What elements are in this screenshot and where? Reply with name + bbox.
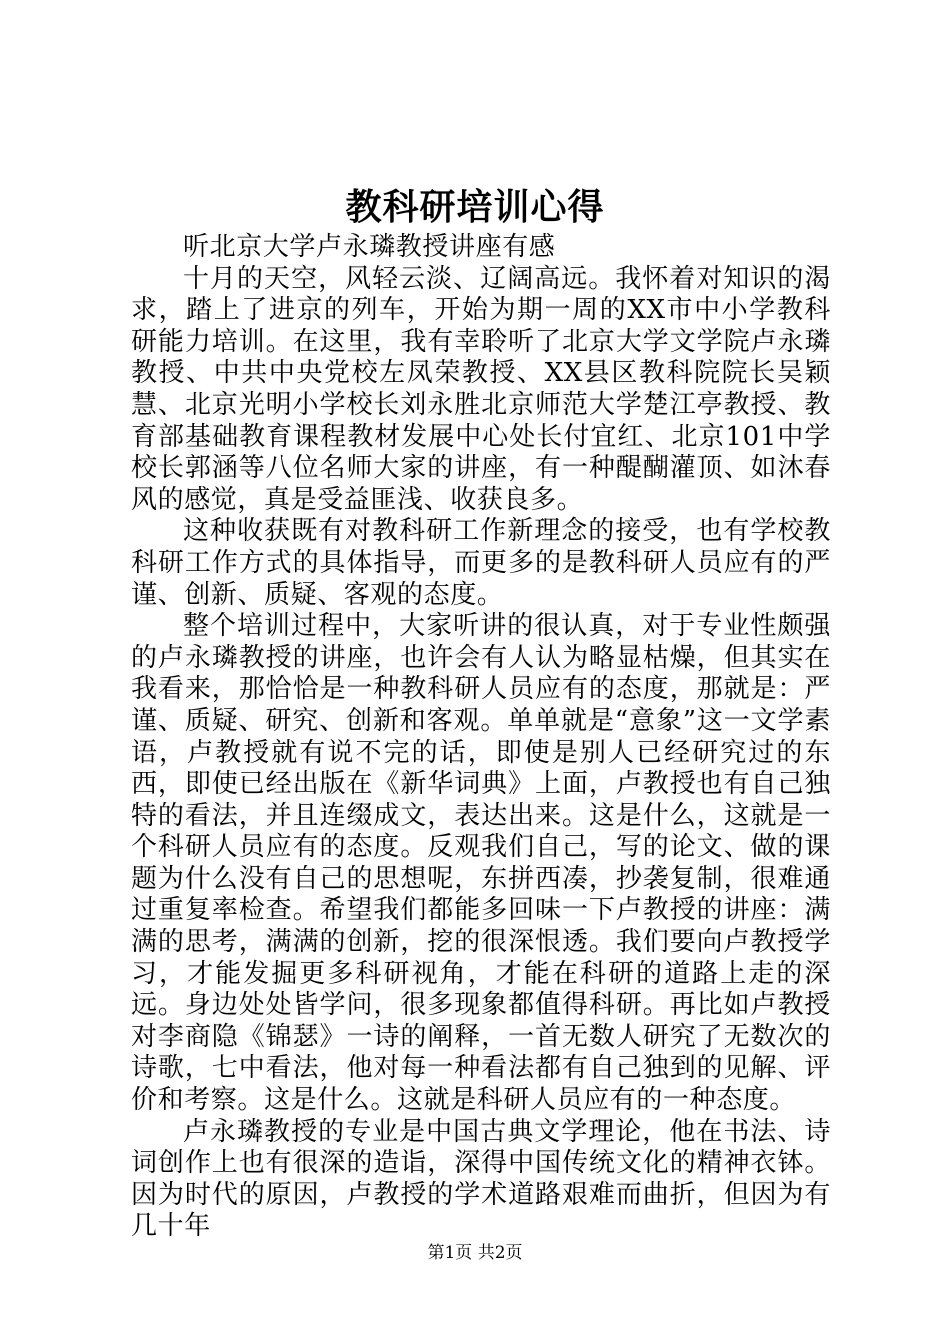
document-title: 教科研培训心得 — [345, 186, 605, 228]
page-footer: 第1页 共2页 — [427, 1243, 523, 1263]
body-paragraph: 这种收获既有对教科研工作新理念的接受，也有学校教科研工作方式的具体指导，而更多的是教科研人员应有的严谨、创新、质疑、客观的态度。 — [131, 516, 831, 610]
subtitle-paragraph: 听北京大学卢永璘教授讲座有感 — [183, 232, 556, 262]
document-body — [131, 232, 831, 1243]
body-paragraph: 卢永璘教授的专业是中国古典文学理论，他在书法、诗词创作上也有很深的造诣，深得中国传统文化的精神衣钵。因为时代的原因，卢教授的学术道路艰难而曲折，但因为有几十年 — [131, 1116, 831, 1242]
body-paragraph: 十月的天空，风轻云淡、辽阔高远。我怀着对知识的渴求，踏上了进京的列车，开始为期一周的XX市中小学教科研能力培训。在这里，我有幸聆听了北京大学文学院卢永璘教授、中共中央党校左凤荣教授、XX县区教科院院长吴颖慧、北京光明小学校长刘永胜北京师范大学楚江亭教授、教育部基础教育课程教材发展中心处长付宜红、北京101中学校长郭涵等八位名师大家的讲座，有一种醍醐灌顶、如沐春风的感觉，真是受益匪浅、收获良多。 — [131, 263, 831, 515]
body-paragraph: 整个培训过程中，大家听讲的很认真，对于专业性颇强的卢永璘教授的讲座，也许会有人认为略显枯燥，但其实在我看来，那恰恰是一种教科研人员应有的态度，那就是：严谨、质疑、研究、创新和客观。单单就是“意象”这一文学素语，卢教授就有说不完的话，即使是别人已经研究过的东西，即使已经出版在《新华词典》上面，卢教授也有自己独特的看法，并且连缀成文，表达出来。这是什么，这就是一个科研人员应有的态度。反观我们自己，写的论文、做的课题为什么没有自己的思想呢，东拼西凑，抄袭复制，很难通过重复率检查。希望我们都能多回味一下卢教授的讲座：满满的思考，满满的创新，挖的很深恨透。我们要向卢教授学习，才能发掘更多科研视角，才能在科研的道路上走的深远。身边处处皆学问，很多现象都值得科研。再比如卢教授对李商隐《锦瑟》一诗的阐释，一首无数人研究了无数次的诗歌，七中看法，他对每一种看法都有自己独到的见解、评价和考察。这是什么。这就是科研人员应有的一种态度。 — [131, 611, 831, 1116]
